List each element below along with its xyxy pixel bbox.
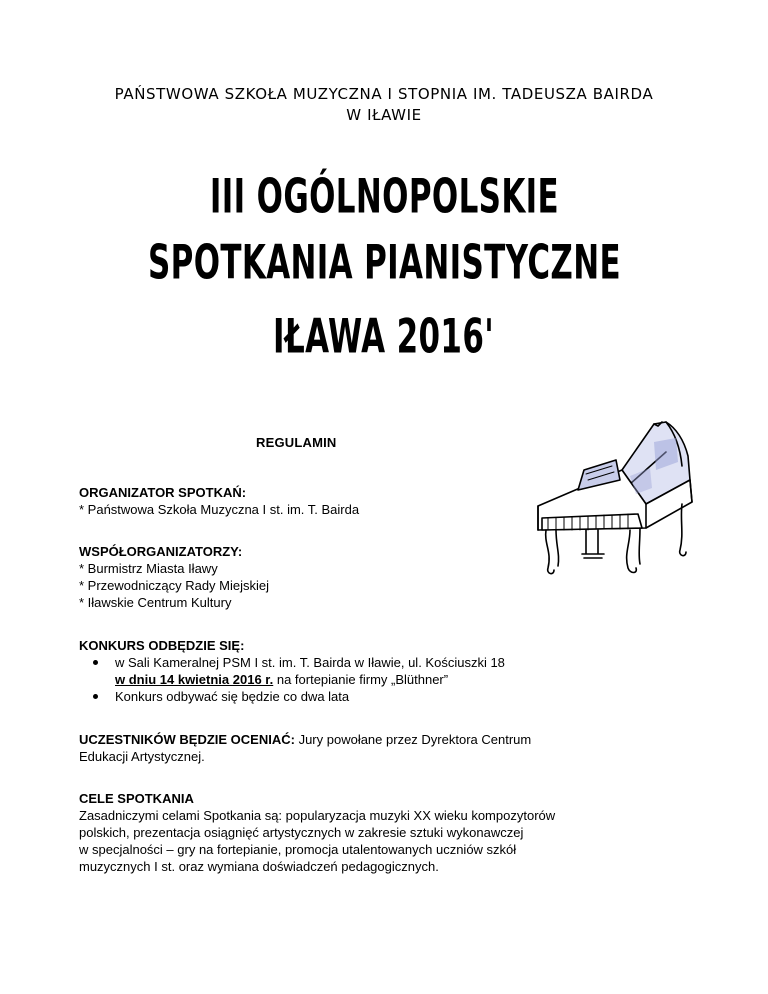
list-item xyxy=(115,688,505,705)
grand-piano-icon xyxy=(526,418,698,582)
coorganizer-item: * Przewodniczący Rady Miejskiej xyxy=(79,578,270,593)
jury-heading: UCZESTNIKÓW BĘDZIE OCENIAĆ: xyxy=(79,732,295,747)
goals-section xyxy=(79,790,719,875)
jury-text: Jury powołane przez Dyrektora Centrum xyxy=(294,732,532,747)
goals-heading: CELE SPOTKANIA xyxy=(79,791,194,806)
contest-date: w dniu 14 kwietnia 2016 r. xyxy=(115,672,274,687)
coorganizer-item: * Iławskie Centrum Kultury xyxy=(79,595,232,610)
jury-line2: Edukacji Artystycznej. xyxy=(79,749,205,764)
organizer-item: * Państwowa Szkoła Muzyczna I st. im. T. Bairda xyxy=(79,502,360,517)
goals-line: polskich, prezentacja osiągnięć artystycznych w zakresie sztuki wykonawczej xyxy=(79,825,524,840)
coorganizer-item: * Burmistrz Miasta Iławy xyxy=(79,561,218,576)
contest-instrument: na fortepianie firmy „Blüthner” xyxy=(273,672,449,687)
school-name-line2: W IŁAWIE xyxy=(346,106,422,124)
jury-line1 xyxy=(79,731,699,748)
contest-section xyxy=(79,637,505,705)
contest-date-line xyxy=(115,671,505,688)
event-title-line2: SPOTKANIA PIANISTYCZNE xyxy=(147,235,621,291)
bullet-icon xyxy=(93,694,98,699)
list-item xyxy=(115,654,505,688)
jury-section xyxy=(79,731,699,765)
contest-frequency: Konkurs odbywać się będzie co dwa lata xyxy=(115,689,350,704)
goals-line: muzycznych I st. oraz wymiana doświadczeń pedagogicznych. xyxy=(79,859,439,874)
bullet-icon xyxy=(93,660,98,665)
regulamin-heading: REGULAMIN xyxy=(256,435,337,450)
goals-line: Zasadniczymi celami Spotkania są: popularyzacja muzyki XX wieku kompozytorów xyxy=(79,808,556,823)
organizer-section xyxy=(79,484,359,518)
coorganizers-heading: WSPÓŁORGANIZATORZY: xyxy=(79,544,243,559)
goals-line: w specjalności – gry na fortepianie, promocja utalentowanych uczniów szkół xyxy=(79,842,517,857)
contest-location: w Sali Kameralnej PSM I st. im. T. Bairda w Iławie, ul. Kościuszki 18 xyxy=(115,655,505,670)
contest-heading: KONKURS ODBĘDZIE SIĘ: xyxy=(79,638,245,653)
event-title-line1: III OGÓLNOPOLSKIE xyxy=(209,169,559,225)
contest-bullets xyxy=(79,654,505,705)
coorganizers-section xyxy=(79,543,269,611)
school-name-line1: PAŃSTWOWA SZKOŁA MUZYCZNA I STOPNIA IM. TADEUSZA BAIRDA xyxy=(114,85,654,103)
event-title-line3: IŁAWA 2016' xyxy=(273,309,495,365)
organizer-heading: ORGANIZATOR SPOTKAŃ: xyxy=(79,485,247,500)
school-name xyxy=(0,84,768,126)
